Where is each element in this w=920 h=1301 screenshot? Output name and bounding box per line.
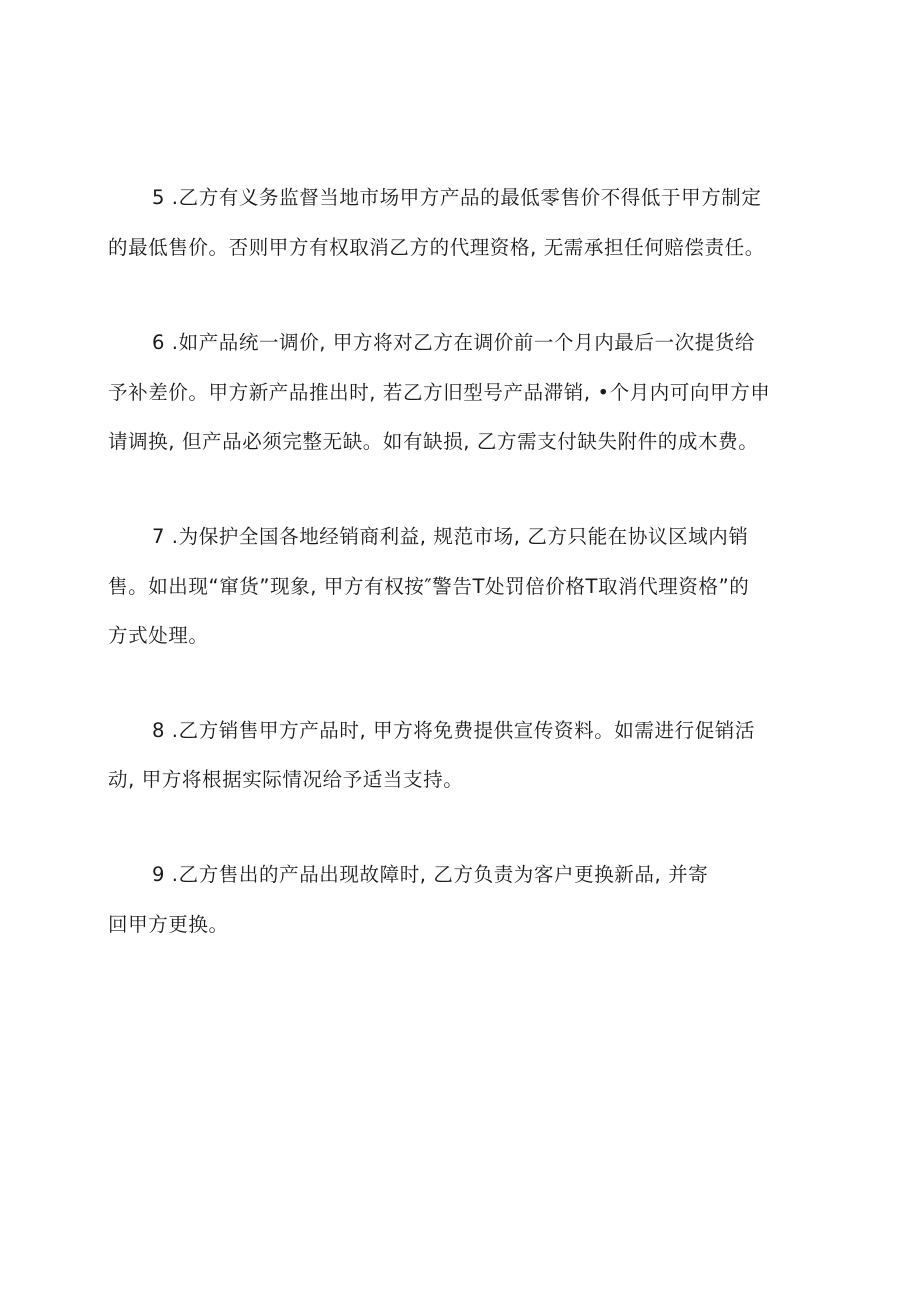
clause-6-line-2: 予补差价。甲方新产品推出时, 若乙方旧型号产品滞销, •个月内可向甲方申 <box>108 381 771 404</box>
clause-9-line-2: 回甲方更换。 <box>108 913 229 936</box>
clause-8-line-1: 8 .乙方销售甲方产品时, 甲方将免费提供宣传资料。如需进行促销活 <box>152 719 756 742</box>
clause-6-line-3: 请调换, 但产品必须完整无缺。如有缺损, 乙方需支付缺失附件的成木费。 <box>108 430 759 453</box>
clause-9-line-1: 9 .乙方售出的产品出现故障时, 乙方负责为客户更换新品, 并寄 <box>152 863 709 886</box>
clause-7-line-2: 售。如出现“窜货”现象, 甲方有权按″警告T处罚倍价格T取消代理资格”的 <box>108 575 750 598</box>
clause-5-line-2: 的最低售价。否则甲方有权取消乙方的代理资格, 无需承担任何赔偿责任。 <box>108 236 765 259</box>
clause-6-line-1: 6 .如产品统一调价, 甲方将对乙方在调价前一个月内最后一次提货给 <box>152 331 756 354</box>
clause-7-line-3: 方式处理。 <box>108 624 209 647</box>
clause-5-line-1: 5 .乙方有义务监督当地市场甲方产品的最低零售价不得低于甲方制定 <box>152 186 762 209</box>
clause-8-line-2: 动, 甲方将根据实际情况给予适当支持。 <box>108 768 464 791</box>
clause-7-line-1: 7 .为保护全国各地经销商利益, 规范市场, 乙方只能在协议区域内销 <box>152 525 749 548</box>
